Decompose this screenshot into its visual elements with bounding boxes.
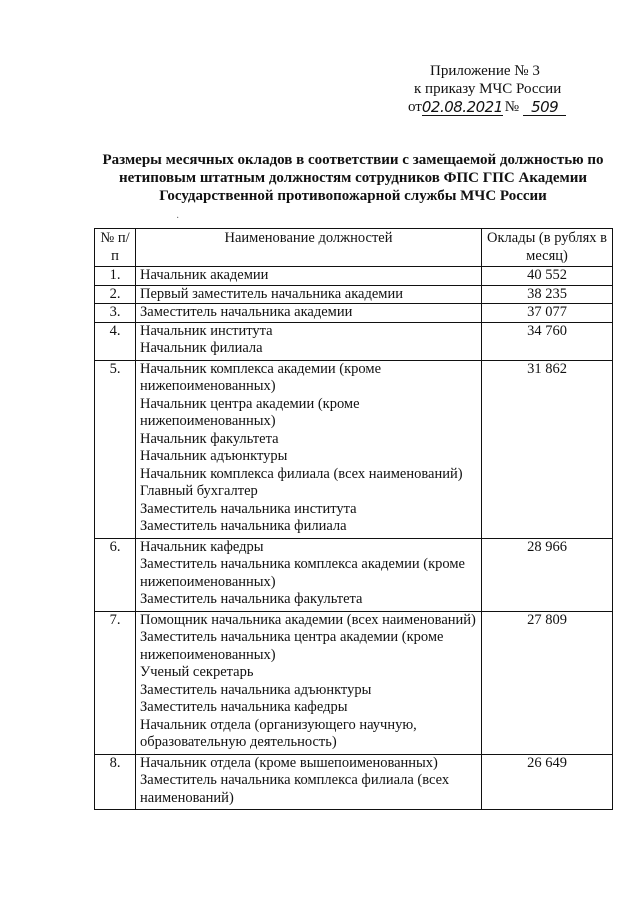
document-title: Размеры месячных окладов в соответствии с замещаемой должностью по нетиповым штатным должностям сотрудников ФПС ГПС Академии Государственной противопожарной службы МЧС России <box>102 152 604 204</box>
row-salary: 27 809 <box>482 611 613 754</box>
position-name: Начальник центра академии (кроме нижепоименованных) <box>140 395 360 429</box>
position-name: Начальник факультета <box>140 430 279 447</box>
table-row <box>95 754 613 810</box>
position-name: Заместитель начальника института <box>140 500 357 517</box>
position-name: Начальник института <box>140 322 273 339</box>
appendix-date: 02.08.2021 <box>421 98 503 116</box>
row-number: 5. <box>95 360 136 538</box>
position-name: Начальник отдела (организующего научную, образовательную деятельность) <box>140 716 417 750</box>
position-name: Начальник отдела (кроме вышепоименованных) <box>140 754 438 771</box>
row-number: 4. <box>95 322 136 360</box>
position-name: Заместитель начальника центра академии (кроме нижепоименованных) <box>140 629 444 663</box>
position-name: Главный бухгалтер <box>140 483 258 499</box>
table-header-row <box>95 229 613 267</box>
position-name: Начальник филиала <box>140 340 263 356</box>
position-name: Заместитель начальника факультета <box>140 591 363 607</box>
position-name: Начальник комплекса филиала (всех наименований) <box>140 465 463 482</box>
row-number: 2. <box>95 285 136 304</box>
row-positions <box>136 322 482 360</box>
appendix-title: Приложение № 3 <box>430 63 540 79</box>
position-name: Заместитель начальника филиала <box>140 518 347 534</box>
row-positions <box>136 754 482 810</box>
row-positions <box>136 611 482 754</box>
position-name: Заместитель начальника комплекса академии (кроме нижепоименованных) <box>140 556 465 590</box>
position-name: Заместитель начальника кафедры <box>140 699 348 715</box>
row-number: 3. <box>95 304 136 323</box>
position-name: Ученый секретарь <box>140 664 254 680</box>
row-positions <box>136 304 482 323</box>
salary-table <box>94 228 613 810</box>
row-positions <box>136 285 482 304</box>
table-row <box>95 611 613 754</box>
table-row <box>95 360 613 538</box>
table-row <box>95 285 613 304</box>
position-name: Первый заместитель начальника академии <box>140 285 403 302</box>
position-name: Начальник академии <box>140 267 269 283</box>
appendix-number-label: № <box>504 99 520 115</box>
row-salary: 38 235 <box>482 285 613 304</box>
row-salary: 26 649 <box>482 754 613 810</box>
position-name: Начальник адъюнктуры <box>140 448 288 464</box>
scan-speck: · <box>176 213 180 224</box>
table-body <box>95 267 613 810</box>
appendix-date-line <box>408 98 588 116</box>
position-name: Заместитель начальника комплекса филиала (всех наименований) <box>140 772 450 806</box>
position-name: Начальник кафедры <box>140 538 264 555</box>
position-name: Заместитель начальника адъюнктуры <box>140 681 372 698</box>
row-number: 8. <box>95 754 136 810</box>
appendix-from-label: от <box>408 99 422 115</box>
row-number: 6. <box>95 538 136 611</box>
header-salary: Оклады (в рублях в месяц) <box>482 229 613 267</box>
position-name: Помощник начальника академии (всех наименований) <box>140 611 476 628</box>
row-salary: 28 966 <box>482 538 613 611</box>
header-number: № п/п <box>95 229 136 267</box>
row-positions <box>136 267 482 286</box>
header-position: Наименование должностей <box>136 229 482 267</box>
row-salary: 40 552 <box>482 267 613 286</box>
appendix-block <box>408 62 588 116</box>
table-row <box>95 538 613 611</box>
row-salary: 31 862 <box>482 360 613 538</box>
row-number: 7. <box>95 611 136 754</box>
table-row <box>95 322 613 360</box>
position-name: Начальник комплекса академии (кроме нижепоименованных) <box>140 360 382 394</box>
row-number: 1. <box>95 267 136 286</box>
table-row <box>95 304 613 323</box>
appendix-number: 509 <box>523 99 566 116</box>
row-positions <box>136 360 482 538</box>
table-row <box>95 267 613 286</box>
position-name: Заместитель начальника академии <box>140 304 353 320</box>
row-positions <box>136 538 482 611</box>
row-salary: 37 077 <box>482 304 613 323</box>
appendix-order-ref: к приказу МЧС России <box>414 81 562 97</box>
row-salary: 34 760 <box>482 322 613 360</box>
